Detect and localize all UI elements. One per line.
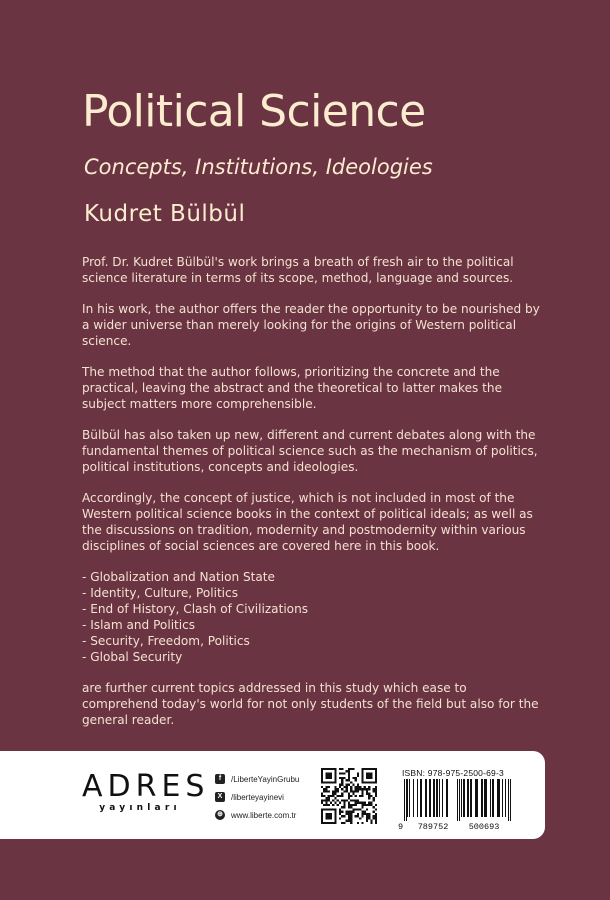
blurb-paragraph-3: The method that the author follows, prioritizing the concrete and the practical, leaving the abstract and the theoretical to latter makes the subject matters more comprehensible. xyxy=(82,365,503,411)
publisher-logo-sub: yayınları xyxy=(99,803,181,813)
book-author: Kudret Bülbül xyxy=(84,201,246,227)
social-links xyxy=(215,770,299,824)
blurb-paragraph-2: In his work, the author offers the reader the opportunity to be nourished by a wider universe than merely looking for the origins of Western political science. xyxy=(82,302,540,348)
blurb-paragraph-5: Accordingly, the concept of justice, which is not included in most of the Western political science books in the context of political ideals; as well as the discussions on tradition, modernity and postmodernity within various disciplines of social sciences are covered here in this book. xyxy=(82,491,533,553)
social-x[interactable] xyxy=(215,788,299,806)
barcode-block xyxy=(398,768,516,832)
barcode-image xyxy=(402,779,514,821)
blurb-paragraph-4: Bülbül has also taken up new, different and current debates along with the fundamental themes of political science such as the mechanism of politics, political institutions, concepts and ideologies. xyxy=(82,428,538,474)
barcode-digits-right: 500693 xyxy=(468,822,500,832)
social-website[interactable] xyxy=(215,806,299,824)
barcode-digits xyxy=(398,822,516,832)
qr-code xyxy=(321,768,377,824)
blurb-closing: are further current topics addressed in this study which ease to comprehend today's world for not only students of the field but also for the general reader. xyxy=(82,681,539,727)
website-url: www.liberte.com.tr xyxy=(231,810,297,820)
facebook-handle: /LiberteYayinGrubu xyxy=(231,774,300,784)
isbn-text: ISBN: 978-975-2500-69-3 xyxy=(402,768,504,778)
topic-item: - Islam and Politics xyxy=(82,618,196,632)
x-handle: /liberteyayinevi xyxy=(231,792,284,802)
publisher-logo-main: ADRES xyxy=(82,769,210,804)
social-facebook[interactable] xyxy=(215,770,299,788)
topics-list xyxy=(82,569,542,665)
barcode-digits-left: 789752 xyxy=(417,822,449,832)
blurb xyxy=(82,254,542,743)
topic-item: - End of History, Clash of Civilizations xyxy=(82,602,309,616)
publisher-logo xyxy=(82,769,210,813)
topic-item: - Global Security xyxy=(82,650,183,664)
blurb-paragraph-1: Prof. Dr. Kudret Bülbül's work brings a breath of fresh air to the political science literature in terms of its scope, method, language and sources. xyxy=(82,255,514,285)
topic-item: - Globalization and Nation State xyxy=(82,570,275,584)
globe-icon: ⊕ xyxy=(215,810,225,820)
book-subtitle: Concepts, Institutions, Ideologies xyxy=(84,155,433,179)
x-icon: X xyxy=(215,792,225,802)
book-title: Political Science xyxy=(82,86,426,137)
topic-item: - Security, Freedom, Politics xyxy=(82,634,250,648)
topic-item: - Identity, Culture, Politics xyxy=(82,586,238,600)
facebook-icon: f xyxy=(215,774,225,784)
barcode-digit-first: 9 xyxy=(398,822,404,832)
